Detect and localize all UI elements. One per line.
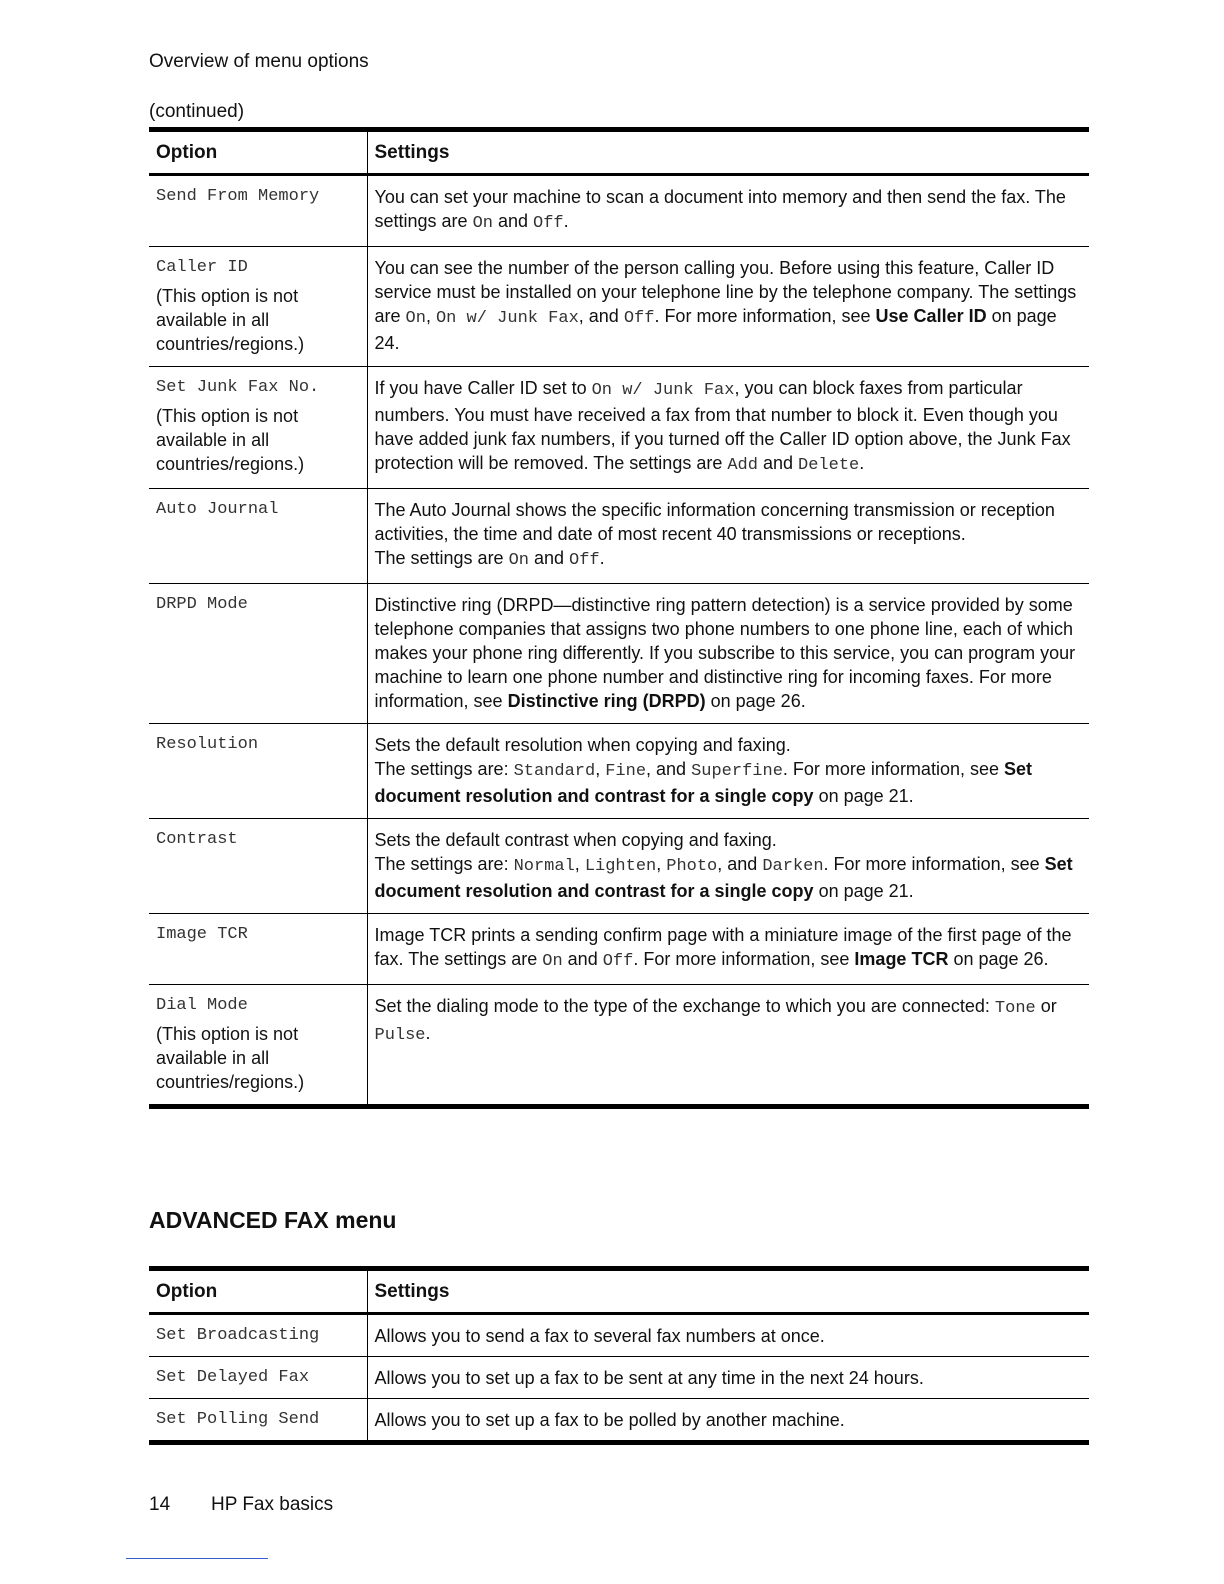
option-name: Contrast xyxy=(156,830,238,849)
option-name: Set Polling Send xyxy=(156,1410,320,1429)
cross-reference: Set document resolution and contrast for a single copy xyxy=(374,854,1073,901)
table-row xyxy=(149,724,1089,819)
option-cell xyxy=(149,584,367,724)
settings-cell: Image TCR prints a sending confirm page with a miniature image of the first page of the fax. The settings are On and Off. For more information, see Image TCR on page 26. xyxy=(367,914,1089,985)
option-cell xyxy=(149,819,367,914)
cross-reference: Set document resolution and contrast for a single copy xyxy=(374,759,1033,806)
settings-cell: Sets the default resolution when copying and faxing. The settings are: Standard, Fine, and Superfine. For more information, see Set document resolution and contrast for a single copy on page 21. xyxy=(367,724,1089,819)
column-header-settings: Settings xyxy=(367,130,1089,175)
cross-reference: Use Caller ID xyxy=(875,306,987,326)
settings-cell: Sets the default contrast when copying and faxing. The settings are: Normal, Lighten, Photo, and Darken. For more information, see Set document resolution and contrast for a single copy on page 21. xyxy=(367,819,1089,914)
option-cell xyxy=(149,367,367,489)
option-cell xyxy=(149,247,367,367)
option-name: DRPD Mode xyxy=(156,595,248,614)
advanced-fax-table xyxy=(149,1266,1089,1445)
chapter-title: HP Fax basics xyxy=(211,1494,334,1515)
option-cell xyxy=(149,1314,367,1357)
running-header: Overview of menu options xyxy=(149,51,369,72)
page-number: 14 xyxy=(149,1494,171,1515)
table-row xyxy=(149,914,1089,985)
availability-note: (This option is not available in all countries/regions.) xyxy=(156,406,305,474)
option-name: Dial Mode xyxy=(156,996,248,1015)
option-name: Set Delayed Fax xyxy=(156,1368,310,1387)
option-name: Set Broadcasting xyxy=(156,1326,320,1345)
table-header-row xyxy=(149,1269,1089,1314)
table-row xyxy=(149,1357,1089,1399)
settings-cell: Allows you to send a fax to several fax numbers at once. xyxy=(367,1314,1089,1357)
option-name: Set Junk Fax No. xyxy=(156,378,320,397)
column-header-option: Option xyxy=(149,130,367,175)
option-cell xyxy=(149,724,367,819)
table-row xyxy=(149,584,1089,724)
option-name: Caller ID xyxy=(156,258,248,277)
option-name: Image TCR xyxy=(156,925,248,944)
option-name: Send From Memory xyxy=(156,187,320,206)
table-row xyxy=(149,489,1089,584)
section-heading: ADVANCED FAX menu xyxy=(149,1207,397,1233)
table-row xyxy=(149,367,1089,489)
availability-note: (This option is not available in all countries/regions.) xyxy=(156,1024,305,1092)
cross-reference: Distinctive ring (DRPD) xyxy=(507,691,706,711)
menu-options-table xyxy=(149,127,1089,1109)
option-cell xyxy=(149,175,367,247)
option-cell xyxy=(149,1357,367,1399)
bottom-divider xyxy=(126,1558,268,1559)
settings-cell: The Auto Journal shows the specific information concerning transmission or reception activities, the time and date of most recent 40 transmissions or receptions. The settings are On and Off. xyxy=(367,489,1089,584)
cross-reference: Image TCR xyxy=(854,949,949,969)
option-cell xyxy=(149,985,367,1107)
table-header-row xyxy=(149,130,1089,175)
table-row xyxy=(149,1314,1089,1357)
option-cell xyxy=(149,489,367,584)
option-cell xyxy=(149,1399,367,1443)
settings-cell: Distinctive ring (DRPD—distinctive ring pattern detection) is a service provided by some telephone companies that assigns two phone numbers to one phone line, each of which makes your phone ring differently. If you subscribe to this service, you can program your machine to learn one phone number and distinctive ring for incoming faxes. For more information, see Distinctive ring (DRPD) on page 26. xyxy=(367,584,1089,724)
settings-cell: You can see the number of the person calling you. Before using this feature, Caller ID service must be installed on your telephone line by the telephone company. The settings are On, On w/ Junk Fax, and Off. For more information, see Use Caller ID on page 24. xyxy=(367,247,1089,367)
table-row xyxy=(149,1399,1089,1443)
settings-cell: Allows you to set up a fax to be sent at any time in the next 24 hours. xyxy=(367,1357,1089,1399)
table-row xyxy=(149,247,1089,367)
settings-cell: Allows you to set up a fax to be polled by another machine. xyxy=(367,1399,1089,1443)
settings-cell: If you have Caller ID set to On w/ Junk Fax, you can block faxes from particular numbers. You must have received a fax from that number to block it. Even though you have added junk fax numbers, if you turned off the Caller ID option above, the Junk Fax protection will be removed. The settings are Add and Delete. xyxy=(367,367,1089,489)
settings-cell: Set the dialing mode to the type of the exchange to which you are connected: Tone or Pulse. xyxy=(367,985,1089,1107)
table-row xyxy=(149,985,1089,1107)
settings-cell: You can set your machine to scan a document into memory and then send the fax. The settings are On and Off. xyxy=(367,175,1089,247)
column-header-option: Option xyxy=(149,1269,367,1314)
availability-note: (This option is not available in all countries/regions.) xyxy=(156,286,305,354)
option-cell xyxy=(149,914,367,985)
continued-label: (continued) xyxy=(149,101,245,122)
option-name: Auto Journal xyxy=(156,500,279,519)
page-footer xyxy=(149,1494,333,1516)
table-row xyxy=(149,819,1089,914)
column-header-settings: Settings xyxy=(367,1269,1089,1314)
table-row xyxy=(149,175,1089,247)
option-name: Resolution xyxy=(156,735,259,754)
